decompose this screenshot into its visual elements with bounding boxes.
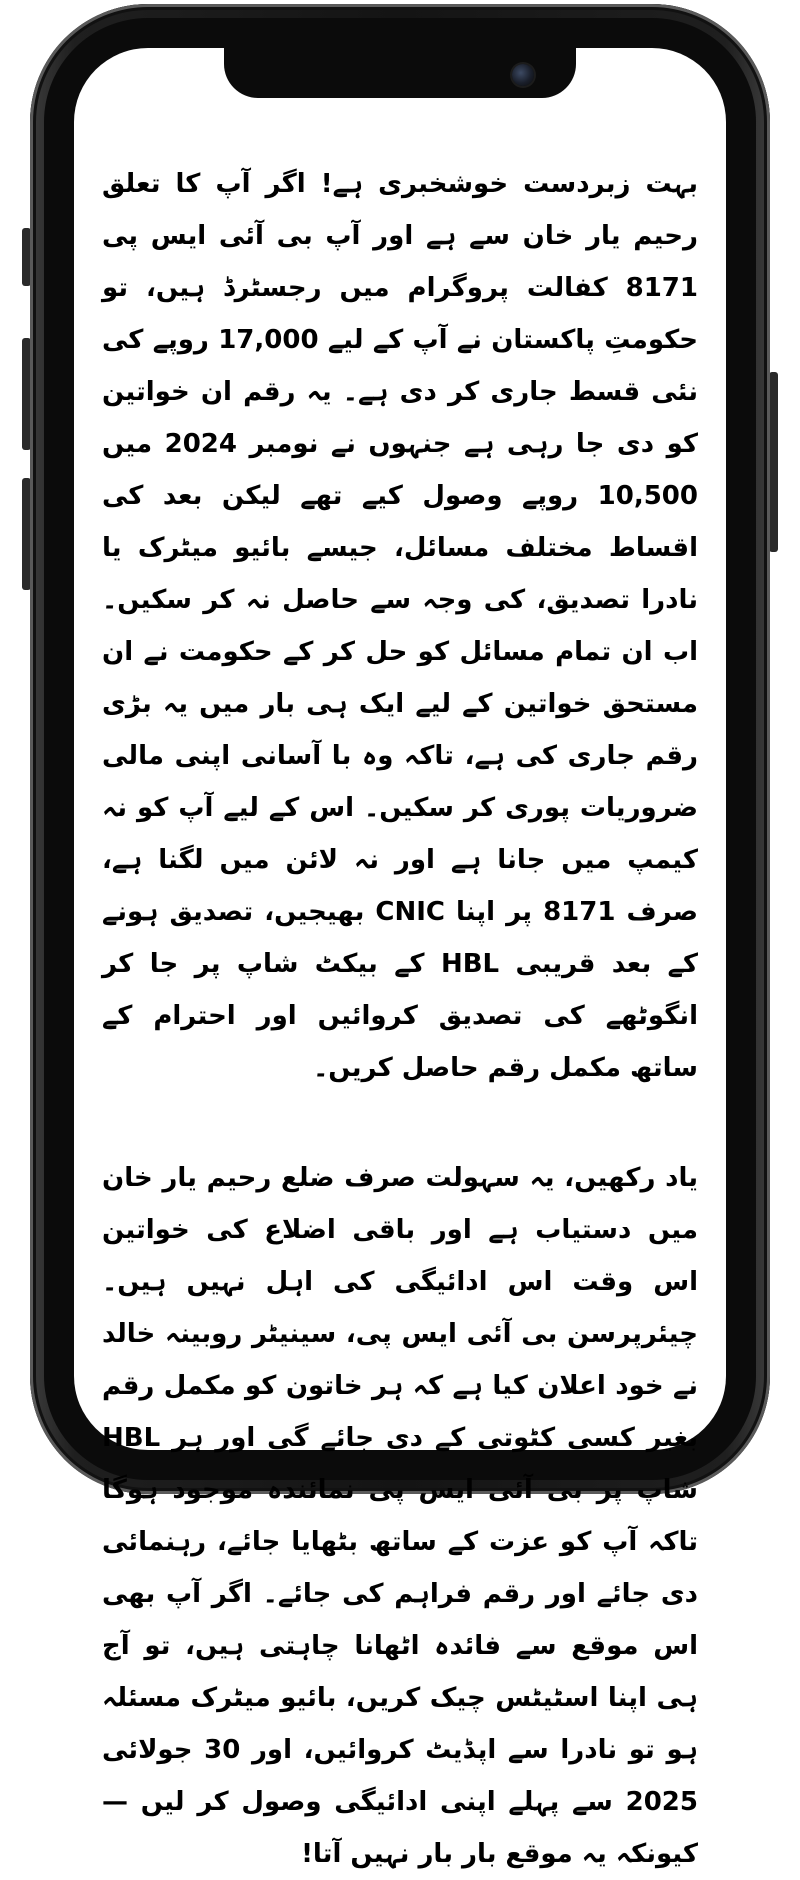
front-camera-icon [512, 64, 534, 86]
phone-screen[interactable] [74, 48, 726, 1869]
phone-frame [30, 4, 770, 1869]
article-paragraph-2: یاد رکھیں، یہ سہولت صرف ضلع رحیم یار خان میں دستیاب ہے اور باقی اضلاع کی خواتین اس وقت اس ادائیگی کی اہل نہیں ہیں۔ چیئرپرسن بی آئی ایس پی، سینیٹر روبینہ خالد نے خود اعلان کیا ہے کہ ہر خاتون کو مکمل رقم بغیر کسی کٹوتی کے دی جائے گی اور ہر HBL شاپ پر بی آئی ایس پی نمائندہ موجود ہوگا تاکہ آپ کو عزت کے ساتھ بٹھایا جائے، رہنمائی دی جائے اور رقم فراہم کی جائے۔ اگر آپ بھی اس موقع سے فائدہ اٹھانا چاہتی ہیں، تو آج ہی اپنا اسٹیٹس چیک کریں، بائیو میٹرک مسئلہ ہو تو نادرا سے اپڈیٹ کروائیں، اور 30 جولائی 2025 سے پہلے اپنی ادائیگی وصول کر لیں — کیونکہ یہ موقع بار بار نہیں آتا! [102, 1163, 698, 1869]
power-button [769, 372, 778, 552]
article-text [102, 158, 698, 1880]
article-paragraph-1: بہت زبردست خوشخبری ہے! اگر آپ کا تعلق رحیم یار خان سے ہے اور آپ بی آئی ایس پی 8171 کفالت پروگرام میں رجسٹرڈ ہیں، تو حکومتِ پاکستان نے آپ کے لیے 17,000 روپے کی نئی قسط جاری کر دی ہے۔ یہ رقم ان خواتین کو دی جا رہی ہے جنہوں نے نومبر 2024 میں 10,500 روپے وصول کیے تھے لیکن بعد کی اقساط مختلف مسائل، جیسے بائیو میٹرک یا نادرا تصدیق، کی وجہ سے حاصل نہ کر سکیں۔ اب ان تمام مسائل کو حل کر کے حکومت نے ان مستحق خواتین کے لیے ایک ہی بار میں یہ بڑی رقم جاری کی ہے، تاکہ وہ با آسانی اپنی مالی ضروریات پوری کر سکیں۔ اس کے لیے آپ کو نہ کیمپ میں جانا ہے اور نہ لائن میں لگنا ہے، صرف 8171 پر اپنا CNIC بھیجیں، تصدیق ہونے کے بعد قریبی HBL کے بیکٹ شاپ پر جا کر انگوٹھے کی تصدیق کروائیں اور احترام کے ساتھ مکمل رقم حاصل کریں۔ [102, 169, 698, 1083]
